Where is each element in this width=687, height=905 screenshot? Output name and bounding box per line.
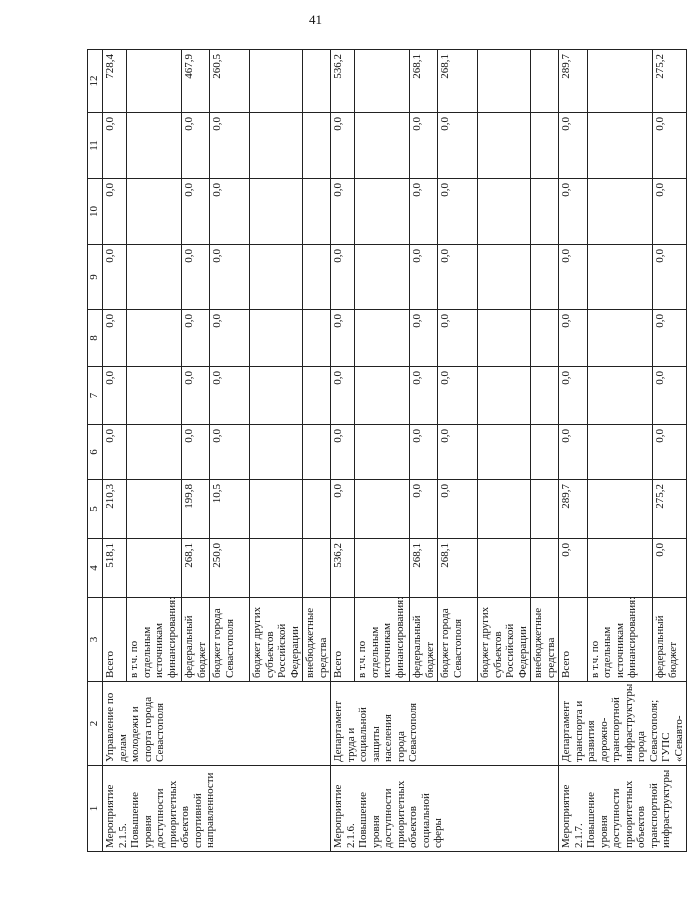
value-cell: 0,0: [331, 310, 355, 367]
source-label-cell: Всего: [559, 598, 588, 682]
value-cell: 0,0: [438, 310, 478, 367]
value-cell: [587, 310, 653, 367]
value-cell: 0,0: [182, 425, 210, 480]
header-cell: 7: [88, 367, 103, 425]
source-label-cell: федеральный бюджет: [182, 598, 210, 682]
value-cell: [127, 50, 182, 113]
value-cell: [303, 367, 331, 425]
value-cell: [531, 367, 559, 425]
value-cell: 0,0: [559, 539, 588, 598]
value-cell: 0,0: [410, 480, 438, 539]
value-cell: [587, 480, 653, 539]
value-cell: [250, 179, 303, 245]
value-cell: 0,0: [559, 245, 588, 310]
source-label-cell: в т.ч. по отдельным источникам финансирования:: [355, 598, 410, 682]
value-cell: 0,0: [331, 113, 355, 179]
value-cell: [355, 367, 410, 425]
value-cell: 275,2: [653, 50, 687, 113]
value-cell: 728,4: [103, 50, 127, 113]
value-cell: 0,0: [103, 179, 127, 245]
value-cell: [478, 367, 531, 425]
value-cell: 0,0: [559, 425, 588, 480]
value-cell: [531, 50, 559, 113]
value-cell: 10,5: [210, 480, 250, 539]
value-cell: 0,0: [653, 245, 687, 310]
header-cell: 11: [88, 113, 103, 179]
value-cell: 0,0: [182, 310, 210, 367]
value-cell: 0,0: [653, 539, 687, 598]
value-cell: 0,0: [103, 245, 127, 310]
value-cell: 0,0: [559, 113, 588, 179]
header-cell: 5: [88, 480, 103, 539]
value-cell: 0,0: [103, 425, 127, 480]
value-cell: [303, 480, 331, 539]
page-number: 41: [309, 12, 322, 27]
source-label-cell: федеральный бюджет: [410, 598, 438, 682]
value-cell: 0,0: [653, 179, 687, 245]
value-cell: 0,0: [410, 113, 438, 179]
value-cell: 268,1: [438, 50, 478, 113]
value-cell: 0,0: [182, 179, 210, 245]
executor-cell: Департамент транспорта и развития дорожно-транспортной инфраструктуры города Севастополя; ГУПС «Севавто-: [559, 682, 687, 766]
value-cell: [531, 245, 559, 310]
value-cell: 0,0: [331, 480, 355, 539]
value-cell: 0,0: [210, 425, 250, 480]
value-cell: 0,0: [653, 310, 687, 367]
value-cell: 0,0: [182, 245, 210, 310]
value-cell: 0,0: [410, 179, 438, 245]
table-row: [331, 50, 355, 852]
value-cell: [127, 539, 182, 598]
value-cell: 268,1: [410, 539, 438, 598]
value-cell: 0,0: [410, 245, 438, 310]
value-cell: 0,0: [210, 367, 250, 425]
value-cell: [355, 480, 410, 539]
header-cell: 8: [88, 310, 103, 367]
value-cell: 0,0: [653, 113, 687, 179]
value-cell: 0,0: [559, 367, 588, 425]
value-cell: 275,2: [653, 480, 687, 539]
value-cell: [250, 539, 303, 598]
value-cell: [250, 480, 303, 539]
value-cell: 0,0: [438, 113, 478, 179]
source-label-cell: внебюджетные средства: [531, 598, 559, 682]
event-cell: Мероприятие 2.1.6. Повышение уровня доступности приоритетных объектов социальной сферы: [331, 766, 559, 852]
value-cell: 0,0: [559, 310, 588, 367]
value-cell: [355, 310, 410, 367]
value-cell: [587, 179, 653, 245]
budget-table: [87, 49, 687, 852]
value-cell: [531, 539, 559, 598]
header-row: [88, 50, 103, 852]
value-cell: 0,0: [438, 480, 478, 539]
rotated-table-container: [87, 50, 685, 852]
value-cell: 536,2: [331, 539, 355, 598]
value-cell: [127, 245, 182, 310]
value-cell: 289,7: [559, 480, 588, 539]
table-row: [103, 50, 127, 852]
value-cell: [531, 425, 559, 480]
header-cell: 1: [88, 766, 103, 852]
value-cell: 0,0: [103, 367, 127, 425]
source-label-cell: в т.ч. по отдельным источникам финансирования:: [127, 598, 182, 682]
table-row: [559, 50, 588, 852]
value-cell: 0,0: [331, 245, 355, 310]
value-cell: [250, 425, 303, 480]
value-cell: [355, 245, 410, 310]
value-cell: [303, 179, 331, 245]
value-cell: [250, 310, 303, 367]
value-cell: [355, 425, 410, 480]
value-cell: [250, 245, 303, 310]
value-cell: [127, 367, 182, 425]
value-cell: [587, 245, 653, 310]
source-label-cell: Всего: [331, 598, 355, 682]
source-label-cell: бюджет города Севастополя: [438, 598, 478, 682]
value-cell: [531, 480, 559, 539]
event-cell: Мероприятие 2.1.5. Повышение уровня доступности приоритетных объектов спортивной направленности: [103, 766, 331, 852]
value-cell: [587, 113, 653, 179]
value-cell: 0,0: [438, 425, 478, 480]
value-cell: 0,0: [210, 245, 250, 310]
value-cell: 210,3: [103, 480, 127, 539]
value-cell: 467,9: [182, 50, 210, 113]
value-cell: [127, 480, 182, 539]
header-cell: 6: [88, 425, 103, 480]
value-cell: [478, 310, 531, 367]
header-cell: 2: [88, 682, 103, 766]
header-cell: 9: [88, 245, 103, 310]
value-cell: 0,0: [653, 367, 687, 425]
value-cell: [478, 539, 531, 598]
value-cell: [587, 539, 653, 598]
value-cell: [355, 113, 410, 179]
value-cell: 268,1: [438, 539, 478, 598]
event-cell: Мероприятие 2.1.7. Повышение уровня доступности приоритетных объектов транспортной инфраструктуры: [559, 766, 687, 852]
value-cell: 0,0: [410, 367, 438, 425]
value-cell: 0,0: [210, 179, 250, 245]
value-cell: [127, 425, 182, 480]
value-cell: [127, 179, 182, 245]
value-cell: [355, 539, 410, 598]
value-cell: [478, 179, 531, 245]
source-label-cell: внебюджетные средства: [303, 598, 331, 682]
value-cell: 0,0: [182, 113, 210, 179]
value-cell: 0,0: [331, 425, 355, 480]
value-cell: [478, 425, 531, 480]
value-cell: 0,0: [182, 367, 210, 425]
header-cell: 3: [88, 598, 103, 682]
value-cell: 518,1: [103, 539, 127, 598]
value-cell: [478, 245, 531, 310]
value-cell: [531, 113, 559, 179]
value-cell: [303, 113, 331, 179]
executor-cell: Управление по делам молодежи и спорта города Севастополя: [103, 682, 331, 766]
value-cell: [127, 310, 182, 367]
value-cell: 0,0: [559, 179, 588, 245]
value-cell: 0,0: [331, 179, 355, 245]
value-cell: [587, 50, 653, 113]
value-cell: [587, 425, 653, 480]
value-cell: 260,5: [210, 50, 250, 113]
value-cell: 0,0: [210, 310, 250, 367]
value-cell: 0,0: [653, 425, 687, 480]
value-cell: [250, 113, 303, 179]
value-cell: [303, 50, 331, 113]
value-cell: 289,7: [559, 50, 588, 113]
value-cell: 536,2: [331, 50, 355, 113]
value-cell: 199,8: [182, 480, 210, 539]
value-cell: [355, 179, 410, 245]
value-cell: [303, 539, 331, 598]
header-cell: 10: [88, 179, 103, 245]
value-cell: [531, 179, 559, 245]
value-cell: [250, 50, 303, 113]
value-cell: 0,0: [210, 113, 250, 179]
value-cell: 0,0: [438, 367, 478, 425]
executor-cell: Департамент труда и социальной защиты населения города Севастополя: [331, 682, 559, 766]
value-cell: 250,0: [210, 539, 250, 598]
value-cell: [355, 50, 410, 113]
value-cell: [250, 367, 303, 425]
value-cell: 0,0: [331, 367, 355, 425]
value-cell: [478, 480, 531, 539]
source-label-cell: бюджет города Севастополя: [210, 598, 250, 682]
value-cell: 0,0: [410, 425, 438, 480]
header-cell: 4: [88, 539, 103, 598]
value-cell: [531, 310, 559, 367]
value-cell: 0,0: [438, 179, 478, 245]
value-cell: 0,0: [103, 310, 127, 367]
source-label-cell: Всего: [103, 598, 127, 682]
value-cell: [478, 50, 531, 113]
value-cell: [127, 113, 182, 179]
value-cell: 0,0: [103, 113, 127, 179]
value-cell: 0,0: [410, 310, 438, 367]
source-label-cell: бюджет других субъектов Российской Федерации: [478, 598, 531, 682]
value-cell: [587, 367, 653, 425]
source-label-cell: федеральный бюджет: [653, 598, 687, 682]
header-cell: 12: [88, 50, 103, 113]
value-cell: [303, 245, 331, 310]
value-cell: [478, 113, 531, 179]
source-label-cell: в т.ч. по отдельным источникам финансирования:: [587, 598, 653, 682]
value-cell: 268,1: [410, 50, 438, 113]
value-cell: [303, 310, 331, 367]
value-cell: [303, 425, 331, 480]
value-cell: 268,1: [182, 539, 210, 598]
source-label-cell: бюджет других субъектов Российской Федерации: [250, 598, 303, 682]
value-cell: 0,0: [438, 245, 478, 310]
